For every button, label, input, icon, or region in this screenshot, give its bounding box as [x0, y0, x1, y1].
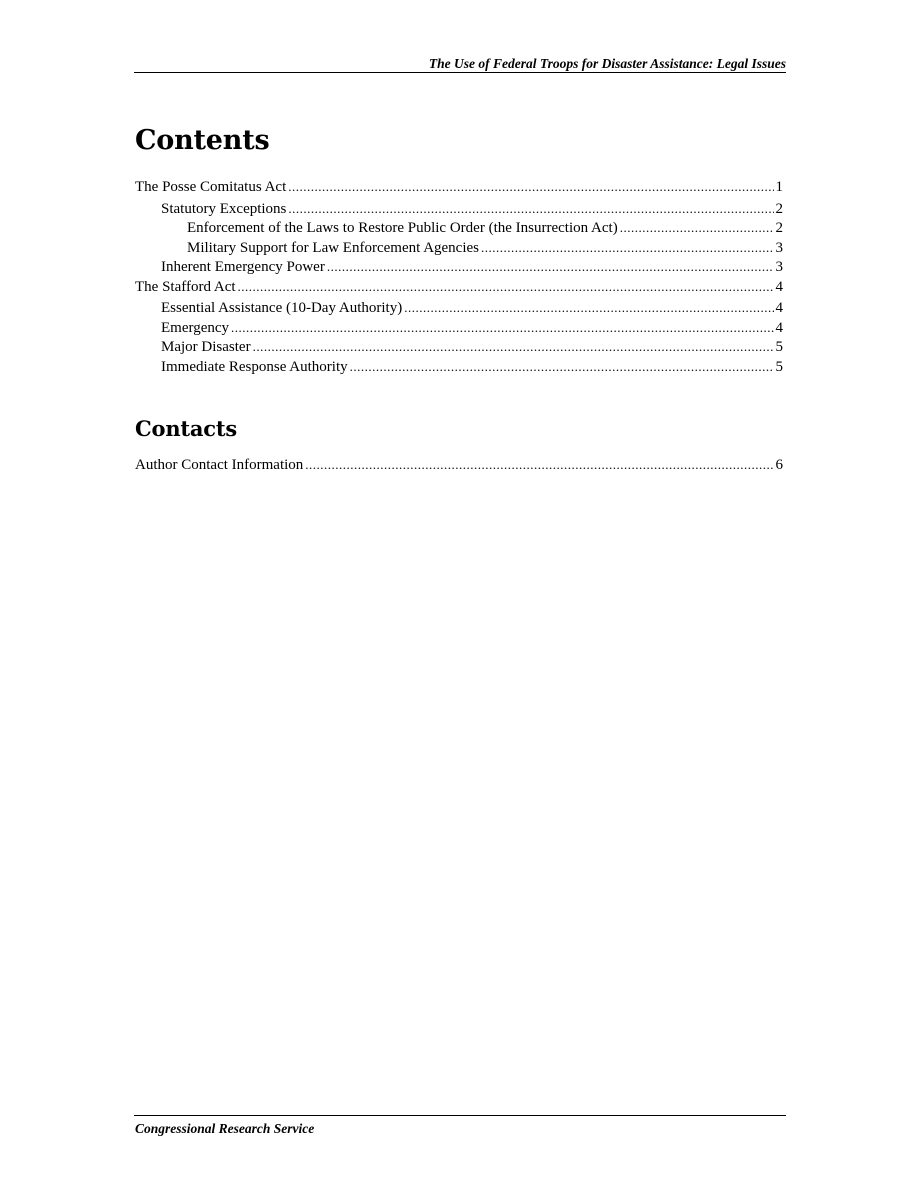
toc-entry[interactable]: [135, 218, 783, 238]
toc-entry-title[interactable]: Major Disaster: [161, 339, 251, 355]
toc-entry-page: 5: [775, 358, 783, 375]
dot-leader: [238, 277, 774, 297]
running-header-title: The Use of Federal Troops for Disaster Assistance: Legal Issues: [428, 56, 786, 71]
toc-entry[interactable]: [135, 337, 783, 357]
toc-entry-page: 4: [775, 278, 783, 295]
toc-entry-page: 6: [775, 457, 783, 473]
toc-entry-title[interactable]: The Stafford Act: [135, 278, 236, 295]
toc-entry[interactable]: [135, 238, 783, 258]
toc-entry-title[interactable]: Immediate Response Authority: [161, 358, 348, 375]
toc-entry[interactable]: [135, 257, 783, 277]
dot-leader: [288, 199, 773, 219]
toc-entry-title[interactable]: Emergency: [161, 319, 230, 336]
contents-heading: Contents: [135, 125, 270, 156]
toc-entry-title[interactable]: Essential Assistance (10-Day Authority): [161, 300, 403, 316]
contacts-heading: Contacts: [135, 416, 238, 441]
toc-entry-title[interactable]: The Posse Comitatus Act: [135, 179, 287, 195]
toc-entry-page: 2: [775, 220, 783, 236]
footer-divider: [134, 1115, 786, 1116]
toc-entry-page: 4: [775, 300, 783, 316]
toc-entry[interactable]: [135, 455, 783, 475]
dot-leader: [253, 337, 774, 357]
toc-entry[interactable]: [135, 177, 783, 197]
toc-entry[interactable]: [135, 277, 783, 297]
toc-entry[interactable]: [135, 318, 783, 338]
header-divider: [134, 72, 786, 73]
toc-entry-page: 4: [775, 319, 783, 336]
toc-entry-page: 3: [775, 259, 783, 275]
dot-leader: [350, 357, 774, 377]
dot-leader: [481, 238, 773, 258]
toc-entry[interactable]: [135, 357, 783, 377]
toc-entry-page: 1: [775, 179, 783, 195]
toc-entry-title[interactable]: Author Contact Information: [135, 457, 304, 473]
dot-leader: [404, 298, 773, 318]
contacts-list: [135, 455, 783, 475]
dot-leader: [620, 218, 774, 238]
contents-list: [135, 177, 783, 376]
toc-entry-page: 3: [775, 239, 783, 256]
toc-entry-title[interactable]: Enforcement of the Laws to Restore Public Order (the Insurrection Act): [187, 220, 618, 236]
toc-entry[interactable]: [135, 199, 783, 219]
toc-entry-page: 2: [775, 200, 783, 217]
dot-leader: [305, 455, 773, 475]
toc-entry-title[interactable]: Statutory Exceptions: [161, 200, 287, 217]
toc-entry-title[interactable]: Military Support for Law Enforcement Agencies: [187, 239, 480, 256]
dot-leader: [288, 177, 773, 197]
toc-entry-page: 5: [775, 339, 783, 355]
toc-entry[interactable]: [135, 298, 783, 318]
toc-entry-title[interactable]: Inherent Emergency Power: [161, 259, 325, 275]
dot-leader: [327, 257, 774, 277]
dot-leader: [231, 318, 773, 338]
footer-publisher: Congressional Research Service: [135, 1121, 315, 1136]
